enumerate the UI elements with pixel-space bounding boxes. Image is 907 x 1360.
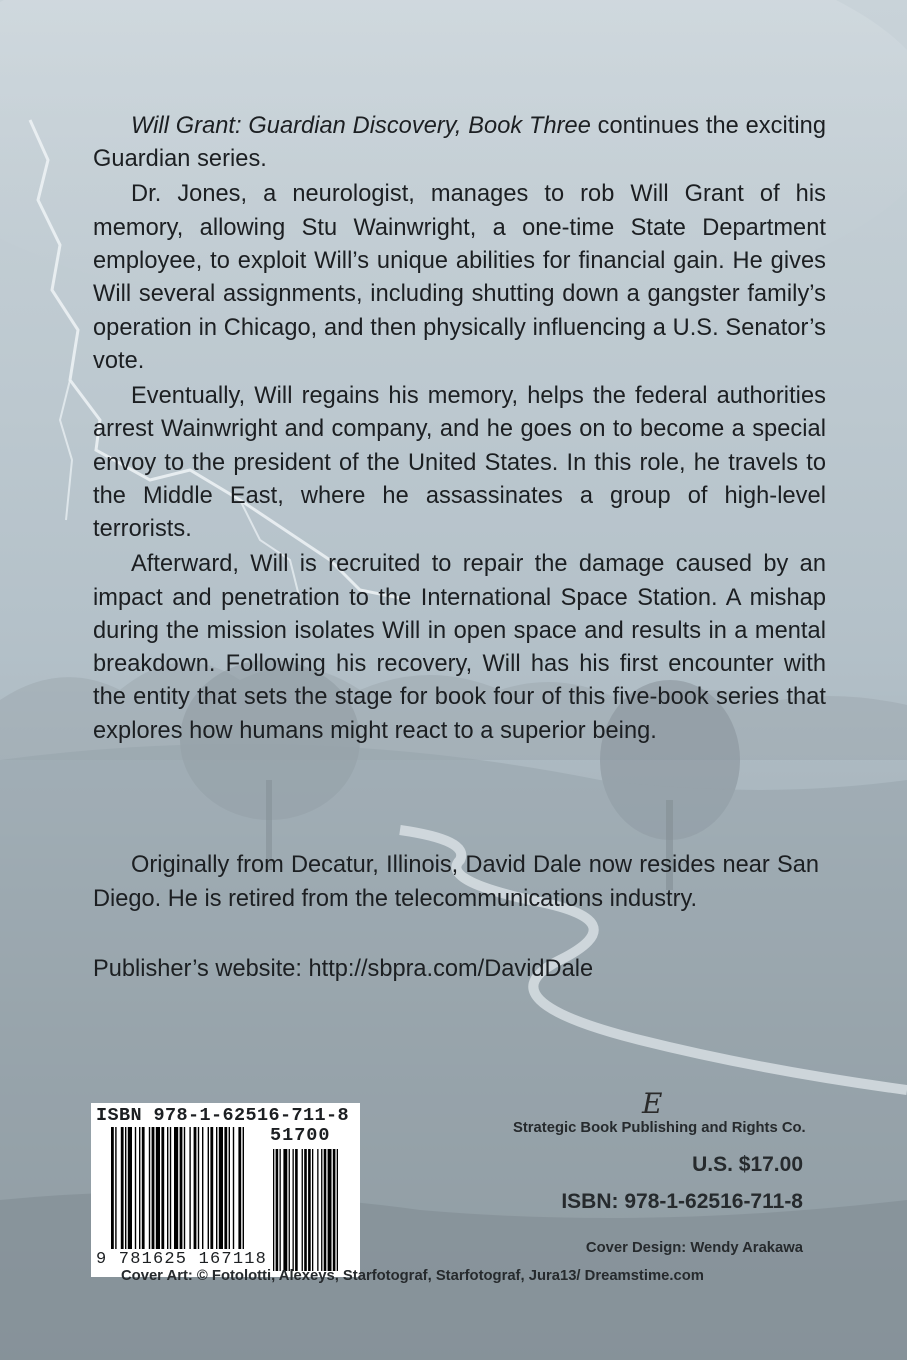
price: U.S. $17.00 — [692, 1153, 803, 1176]
barcode-bar — [135, 1127, 136, 1249]
publisher-name: Strategic Book Publishing and Rights Co. — [513, 1120, 806, 1136]
barcode-bar — [224, 1127, 227, 1249]
barcode-bar — [238, 1127, 241, 1249]
barcode-bar — [139, 1127, 140, 1249]
author-bio: Originally from Decatur, Illinois, David Dale now resides near San Diego. He is retired from the telecommunications industry. — [93, 852, 819, 912]
barcode-price-code: 51700 — [270, 1125, 331, 1146]
publisher-logo-icon: E — [642, 1087, 663, 1120]
barcode-bar — [202, 1127, 203, 1249]
barcode-bar — [184, 1127, 185, 1249]
barcode-bar — [170, 1127, 171, 1249]
barcode-bar — [180, 1127, 183, 1249]
barcode-addon-bar — [283, 1149, 287, 1271]
barcode-addon-bar — [328, 1149, 332, 1271]
barcode-bar — [115, 1127, 116, 1249]
barcode-bar — [125, 1127, 126, 1249]
barcode-digits: 9 781625 167118 — [96, 1250, 268, 1269]
barcode-bar — [161, 1127, 164, 1249]
barcode-addon-bar — [312, 1149, 313, 1271]
barcode-bar — [198, 1127, 199, 1249]
cover-art-credit: Cover Art: © Fotolotti, Alexeys, Starfotograf, Starfotograf, Jura13/ Dreamstime.com — [121, 1268, 704, 1284]
barcode-addon-bar — [304, 1149, 307, 1271]
barcode-bar — [233, 1127, 234, 1249]
barcode-addon-bar — [295, 1149, 298, 1271]
barcode-bar — [174, 1127, 178, 1249]
barcode-addon-bar — [293, 1149, 294, 1271]
barcode-addon-bar — [333, 1149, 336, 1271]
barcode-bar — [167, 1127, 168, 1249]
barcode-bar — [149, 1127, 150, 1249]
barcode-addon-bar — [324, 1149, 327, 1271]
barcode-bar — [210, 1127, 213, 1249]
barcode-addon-bar — [317, 1149, 318, 1271]
isbn-barcode — [91, 1103, 360, 1277]
barcode-addon-bar — [321, 1149, 322, 1271]
barcode-addon-bar — [337, 1149, 338, 1271]
barcode-addon-bar — [273, 1149, 274, 1271]
isbn-number: ISBN: 978-1-62516-711-8 — [561, 1190, 803, 1213]
blurb-paragraph: Dr. Jones, a neurologist, manages to rob Will Grant of his memory, allowing Stu Wainwright, a one-time State Department employee, to exploit Will’s unique abilities for financial gain. He gives Will several assignments, including shutting down a gangster family’s operation in Chicago, and then physically influencing a U.S. Senator’s vote. — [93, 181, 826, 374]
barcode-addon-bar — [302, 1149, 303, 1271]
barcode-bar — [208, 1127, 209, 1249]
publisher-website: Publisher’s website: http://sbpra.com/DavidDale — [93, 956, 594, 982]
barcode-addon-bar — [289, 1149, 290, 1271]
blurb-paragraph: Eventually, Will regains his memory, helps the federal authorities arrest Wainwright and company, and he goes on to become a special envoy to the president of the United States. In this role, he travels to the Middle East, where he assassinates a group of high-level terrorists. — [93, 382, 826, 543]
barcode-bar — [142, 1127, 145, 1249]
barcode-bar — [219, 1127, 223, 1249]
barcode-bar — [111, 1127, 114, 1249]
cover-design-credit: Cover Design: Wendy Arakawa — [585, 1240, 803, 1256]
intro-paragraph: Will Grant: Guardian Discovery, Book Three continues the exciting Guardian series. — [93, 113, 826, 173]
barcode-addon-bar — [280, 1149, 281, 1271]
barcode-bar — [216, 1127, 217, 1249]
barcode-bar — [128, 1127, 132, 1249]
back-cover-blurb — [93, 110, 826, 750]
book-title: Will Grant: Guardian Discovery, Book Three — [131, 113, 591, 139]
barcode-bar — [229, 1127, 230, 1249]
barcode-isbn-label: ISBN 978-1-62516-711-8 — [96, 1105, 350, 1126]
barcode-bar — [194, 1127, 197, 1249]
barcode-bar — [189, 1127, 190, 1249]
barcode-bar — [152, 1127, 155, 1249]
barcode-bar — [243, 1127, 244, 1249]
blurb-paragraph: Afterward, Will is recruited to repair the damage caused by an impact and penetration to the International Space Station. A mishap during the mission isolates Will in open space and results in a mental breakdown. Following his recovery, Will has his first encounter with the entity that sets the stage for book four of this five-book series that explores how humans might react to a superior being. — [93, 551, 826, 744]
barcode-addon-bar — [308, 1149, 311, 1271]
barcode-bar — [121, 1127, 124, 1249]
barcode-bar — [156, 1127, 160, 1249]
barcode-addon-bar — [276, 1149, 279, 1271]
